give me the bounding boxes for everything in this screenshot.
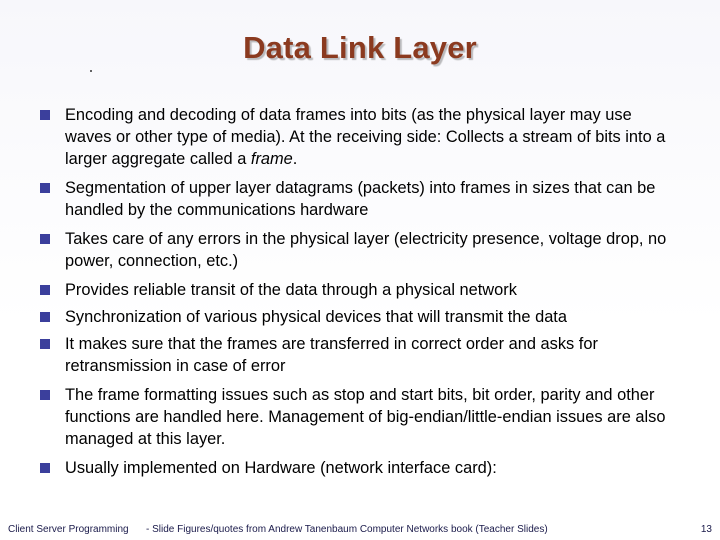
square-bullet-icon (40, 312, 50, 322)
bullet-text-end: . (292, 150, 298, 168)
bullet-text: Takes care of any errors in the physical layer (electricity presence, voltage drop, no power, connection, etc.) (65, 230, 667, 270)
square-bullet-icon (40, 110, 50, 120)
bullet-text: Encoding and decoding of data frames into bits (as the physical layer may use waves or other type of media). At the receiving side: Collects a stream of bits into a larger aggregate called a (65, 106, 666, 168)
bullet-item (40, 279, 680, 301)
bullet-text: It makes sure that the frames are transferred in correct order and asks for retransmission in case of error (65, 335, 598, 375)
footer-course: Client Server Programming (8, 524, 129, 535)
bullet-text: The frame formatting issues such as stop and start bits, bit order, parity and other functions are handled here. Management of big-endian/little-endian issues are also managed at this layer. (65, 386, 666, 448)
square-bullet-icon (40, 285, 50, 295)
bullet-item (40, 333, 680, 377)
bullet-item (40, 457, 680, 479)
bullet-item (40, 177, 680, 221)
bullet-list (40, 104, 680, 486)
bullet-item (40, 104, 680, 170)
bullet-text: Provides reliable transit of the data through a physical network (65, 281, 517, 299)
bullet-item (40, 306, 680, 328)
page-number: 13 (700, 524, 712, 535)
bullet-text: Segmentation of upper layer datagrams (packets) into frames in sizes that can be handled by the communications hardware (65, 179, 656, 219)
decorative-dot (90, 70, 92, 72)
bullet-item (40, 228, 680, 272)
bullet-emphasis: frame (250, 150, 293, 168)
square-bullet-icon (40, 463, 50, 473)
bullet-text: Usually implemented on Hardware (network interface card): (65, 459, 497, 477)
slide-footer (0, 518, 720, 540)
square-bullet-icon (40, 390, 50, 400)
square-bullet-icon (40, 183, 50, 193)
bullet-text: Synchronization of various physical devices that will transmit the data (65, 308, 567, 326)
footer-credit: - Slide Figures/quotes from Andrew Tanenbaum Computer Networks book (Teacher Slides) (146, 524, 548, 535)
bullet-item (40, 384, 680, 450)
square-bullet-icon (40, 339, 50, 349)
square-bullet-icon (40, 234, 50, 244)
slide-title: Data Link Layer (243, 30, 477, 65)
